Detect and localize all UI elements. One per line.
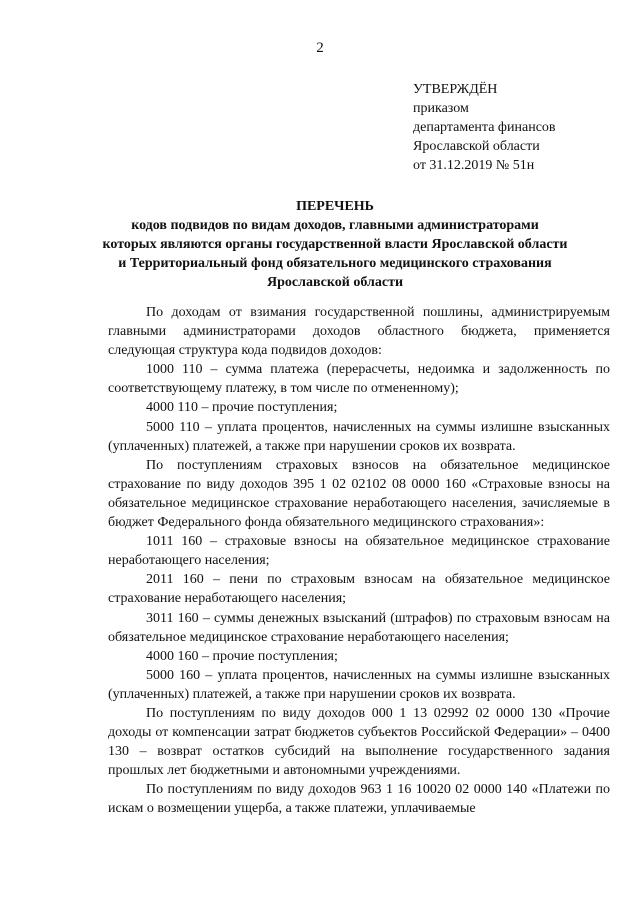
paragraph: По поступлениям по виду доходов 963 1 16 10020 02 0000 140 «Платежи по искам о возмещении ущерба, а также платежи, уплачиваемые	[108, 782, 610, 817]
approval-line: приказом	[413, 101, 469, 116]
title-heading: ПЕРЕЧЕНЬ	[296, 199, 374, 214]
approval-line: от 31.12.2019 № 51н	[413, 158, 535, 173]
paragraph: По доходам от взимания государственной пошлины, администрируемым главными администраторами доходов областного бюджета, применяется следующая структура кода подвидов доходов:	[108, 305, 610, 359]
paragraph: По поступлениям страховых взносов на обязательное медицинское страхование по виду доходов 395 1 02 02102 08 0000 160 «Страховые взносы на обязательное медицинское страхование неработающего населения, зачисляемые в бюджет Федерального фонда обязательного медицинского страхования»:	[108, 457, 610, 531]
paragraph: 5000 160 – уплата процентов, начисленных на суммы излишне взысканных (уплаченных) платежей, а также при нарушении сроков их возврата.	[108, 667, 610, 702]
paragraph: По поступлениям по виду доходов 000 1 13 02992 02 0000 130 «Прочие доходы от компенсации затрат бюджетов субъектов Российской Федерации» – 0400 130 – возврат остатков субсидий на выполнение государственного задания прошлых лет бюджетными и автономными учреждениями.	[108, 705, 610, 779]
approval-stamp	[413, 80, 556, 175]
title-line: кодов подвидов по видам доходов, главными администраторами	[131, 218, 539, 233]
approval-line: УТВЕРЖДЁН	[413, 82, 498, 97]
paragraph: 4000 160 – прочие поступления;	[146, 648, 338, 664]
paragraph: 4000 110 – прочие поступления;	[146, 400, 338, 416]
paragraph: 1011 160 – страховые взносы на обязательное медицинское страхование неработающего населения;	[108, 534, 610, 569]
paragraph: 1000 110 – сумма платежа (перерасчеты, недоимка и задолженность по соответствующему платежу, в том числе по отмененному);	[108, 362, 610, 397]
document-body	[108, 303, 610, 819]
title-line: которых являются органы государственной власти Ярославской области	[102, 237, 568, 252]
paragraph: 3011 160 – суммы денежных взысканий (штрафов) по страховым взносам на обязательное медицинское страхование неработающего населения;	[108, 610, 610, 645]
approval-line: департамента финансов	[413, 120, 556, 135]
paragraph: 5000 110 – уплата процентов, начисленных на суммы излишне взысканных (уплаченных) платежей, а также при нарушении сроков их возврата.	[108, 419, 610, 454]
approval-line: Ярославской области	[413, 139, 540, 154]
paragraph: 2011 160 – пени по страховым взносам на обязательное медицинское страхование неработающего населения;	[108, 572, 610, 607]
title-line: Ярославской области	[266, 275, 404, 290]
title-line: и Территориальный фонд обязательного медицинского страхования	[118, 256, 552, 271]
page-number: 2	[316, 40, 324, 56]
document-title	[60, 197, 610, 292]
